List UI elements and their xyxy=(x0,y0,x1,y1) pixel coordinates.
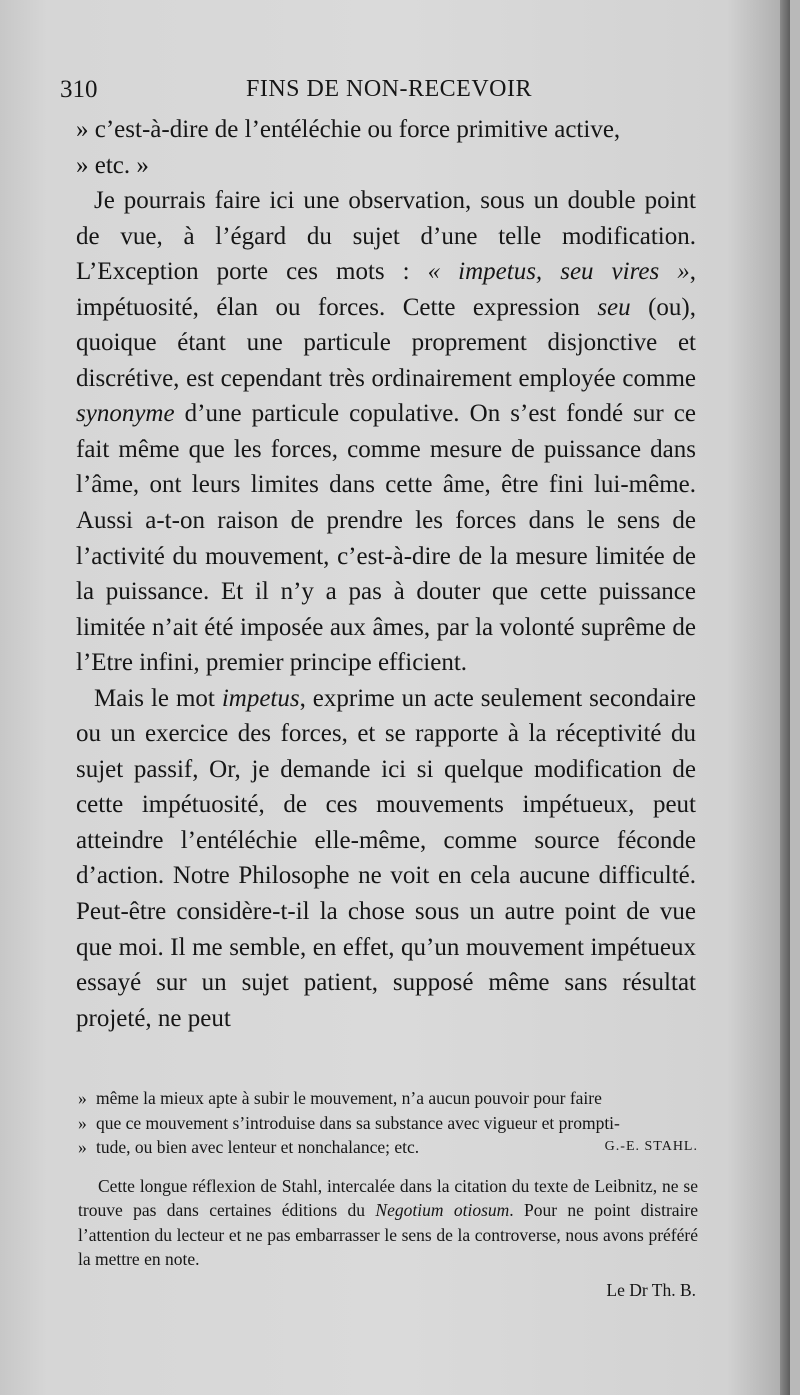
work-title: Negotium otiosum xyxy=(375,1200,510,1220)
latin-word: seu xyxy=(597,293,631,321)
main-text xyxy=(76,112,696,1036)
footnote-line: même la mieux apte à subir le mouvement, n’a aucun pouvoir pour faire xyxy=(96,1088,602,1108)
latin-quote: « impetus, seu vires » xyxy=(427,258,690,286)
footnote-quote xyxy=(78,1086,698,1160)
guillemet: » xyxy=(78,1137,87,1157)
text-run: . Pour ne point distraire l’attention du lecteur et ne pas embarrasser le sens de la controverse, nous avons préféré la mettre en note. xyxy=(78,1200,698,1269)
text-run: Mais le mot xyxy=(94,684,222,712)
text-run: Je pourrais faire ici une observation, sous un double point de vue, à l’égard du sujet d’une telle modification. L’Exception porte ces mots : xyxy=(76,187,696,286)
text-run: , impétuosité, élan ou forces. Cette expression xyxy=(76,258,697,321)
paragraph xyxy=(76,183,696,681)
page-header xyxy=(60,76,700,108)
page-number: 310 xyxy=(60,76,98,103)
italic-word: synonyme xyxy=(76,400,175,428)
quote-line: » etc. » xyxy=(76,151,149,179)
footnote-signature: Le Dr Th. B. xyxy=(606,1279,696,1300)
footnote-line: tude, ou bien avec lenteur et nonchalance; etc. xyxy=(96,1137,420,1157)
latin-word: impetus xyxy=(221,684,300,712)
text-run: , exprime un acte seulement secondaire ou un exercice des forces, et se rapporte à la réceptivité du sujet passif, Or, je demande ici si quelque modification de cette impétuosité, de ces mouvements impétueux, peut atteindre l’entéléchie elle-même, comme source féconde d’action. Notre Philosophe ne voit en cela aucune difficulté. Peut-être considère-t-il la chose sous un autre point de vue que moi. Il me semble, en effet, qu’un mouvement impétueux essayé sur un sujet patient, supposé même sans résultat projeté, ne peut xyxy=(76,684,697,1032)
footnote-commentary xyxy=(78,1174,698,1272)
page-edge-shadow xyxy=(780,0,790,1395)
guillemet: » xyxy=(78,1088,87,1108)
quote-line: » c’est-à-dire de l’entéléchie ou force primitive active, xyxy=(76,116,621,143)
text-run: (ou), quoique étant une particule proprement disjonctive et discrétive, est cependant très ordinairement employée comme xyxy=(76,293,697,392)
paragraph xyxy=(76,681,696,1036)
footnote-area xyxy=(78,1086,698,1302)
paragraph-quote-end xyxy=(76,112,696,183)
footnote-line: que ce mouvement s’introduise dans sa substance avec vigueur et prompti- xyxy=(96,1112,620,1133)
guillemet: » xyxy=(78,1112,87,1133)
text-run: Cette longue réflexion de Stahl, intercalée dans la citation du texte de Leibnitz, ne se trouve pas dans certaines éditions du xyxy=(78,1175,698,1220)
text-run: d’une particule copulative. On s’est fondé sur ce fait même que les forces, comme mesure de puissance dans l’âme, ont leurs limites dans cette âme, être fini lui-même. Aussi a-t-on raison de prendre les forces dans le sens de l’activité du mouvement, c’est-à-dire de la mesure limitée de la puissance. Et il n’y a pas à douter que cette puissance limitée n’ait été imposée aux âmes, par la volonté suprême de l’Etre infini, premier principe efficient. xyxy=(76,400,696,677)
quote-signature: G.-E. STAHL. xyxy=(604,1139,698,1154)
running-title: FINS DE NON-RECEVOIR xyxy=(246,76,532,102)
